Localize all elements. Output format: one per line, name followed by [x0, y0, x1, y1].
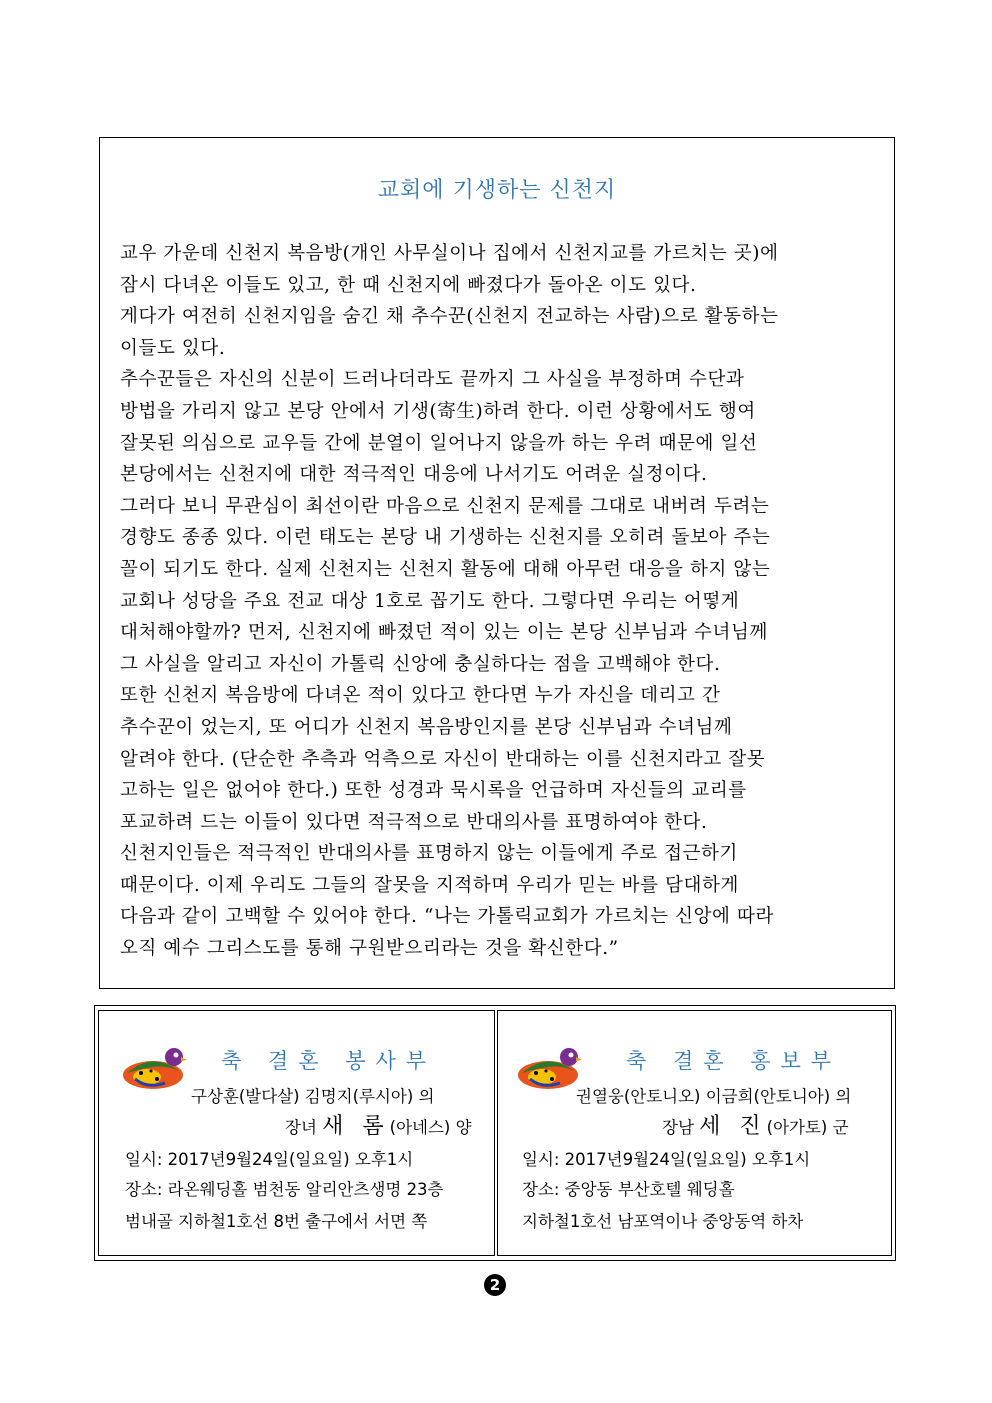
article-line: 또한 신천지 복음방에 다녀온 적이 있다고 한다면 누가 자신을 데리고 간	[120, 685, 721, 707]
article-box	[99, 137, 895, 989]
child-suffix: (아네스) 양	[389, 1118, 472, 1137]
article-line: 교우 가운데 신천지 복음방(개인 사무실이나 집에서 신천지교를 가르치는 곳)에	[120, 243, 779, 264]
article-line: 때문이다. 이제 우리도 그들의 잘못을 지적하며 우리가 믿는 바를 담대하게	[120, 874, 739, 896]
parents-names: 권열웅(안토니오) 이금희(안토니아) 의	[576, 1087, 852, 1106]
article-line: 오직 예수 그리스도를 통해 구원받으리라는 것을 확신한다.”	[120, 938, 619, 960]
article-line: 잘못된 의심으로 교우들 간에 분열이 일어나지 않을까 하는 우려 때문에 일선	[120, 432, 758, 454]
wedding-announcements	[94, 1005, 896, 1261]
wedding-directions: 범내골 지하철1호선 8번 출구에서 서면 쪽	[125, 1212, 428, 1231]
parents-names: 구상훈(발다살) 김명지(루시아) 의	[191, 1087, 435, 1106]
wedding-place: 장소: 중앙동 부산호텔 웨딩홀	[522, 1180, 735, 1199]
child-name: 세 진	[699, 1114, 767, 1139]
article-line: 포교하려 드는 이들이 있다면 적극적으로 반대의사를 표명하여야 한다.	[120, 811, 708, 833]
mandarin-duck-icon	[512, 1043, 582, 1091]
article-line: 추수꾼들은 자신의 신분이 드러나더라도 끝까지 그 사실을 부정하며 수단과	[120, 369, 745, 391]
wedding-directions: 지하철1호선 남포역이나 중앙동역 하차	[522, 1212, 804, 1231]
article-line: 그 사실을 알리고 자신이 가톨릭 신앙에 충실하다는 점을 고백해야 한다.	[120, 653, 721, 675]
child-suffix: (아가토) 군	[766, 1118, 849, 1137]
article-line: 이들도 있다.	[120, 337, 226, 359]
article-line: 꼴이 되기도 한다. 실제 신천지는 신천지 활동에 대해 아무런 대응을 하지 않는	[120, 558, 771, 580]
article-line: 잠시 다녀온 이들도 있고, 한 때 신천지에 빠졌다가 돌아온 이도 있다.	[120, 274, 697, 296]
page-number: 2	[484, 1274, 506, 1296]
article-line: 알려야 한다. (단순한 추측과 억측으로 자신이 반대하는 이를 신천지라고 잘못	[120, 748, 766, 770]
mandarin-duck-icon	[117, 1043, 187, 1091]
wedding-date: 일시: 2017년9월24일(일요일) 오후1시	[125, 1150, 414, 1169]
article-line: 경향도 종종 있다. 이런 태도는 본당 내 기생하는 신천지를 오히려 돌보아 주는	[120, 527, 771, 549]
wedding-date: 일시: 2017년9월24일(일요일) 오후1시	[522, 1150, 811, 1169]
wedding-heading: 축 결혼 봉사부	[221, 1049, 437, 1073]
article-line: 추수꾼이 었는지, 또 어디가 신천지 복음방인지를 본당 신부님과 수녀님께	[120, 716, 733, 738]
child-relation: 장녀	[285, 1118, 317, 1137]
article-title: 교회에 기생하는 신천지	[377, 178, 617, 203]
child-name: 새 롬	[322, 1114, 390, 1139]
article-line: 신천지인들은 적극적인 반대의사를 표명하지 않는 이들에게 주로 접근하기	[120, 843, 738, 865]
article-line: 교회나 성당을 주요 전교 대상 1호로 꼽기도 한다. 그렇다면 우리는 어떻게	[120, 590, 740, 612]
article-body	[120, 238, 880, 965]
child-line	[285, 1109, 472, 1140]
child-relation: 장남	[662, 1118, 694, 1137]
wedding-heading: 축 결혼 홍보부	[626, 1049, 842, 1073]
article-line: 방법을 가리지 않고 본당 안에서 기생(寄生)하려 한다. 이런 상황에서도 행여	[120, 400, 756, 422]
article-line: 본당에서는 신천지에 대한 적극적인 대응에 나서기도 어려운 실정이다.	[120, 464, 708, 486]
wedding-card-volunteer	[98, 1010, 495, 1256]
child-line	[662, 1109, 849, 1140]
article-line: 대처해야할까? 먼저, 신천지에 빠졌던 적이 있는 이는 본당 신부님과 수녀님께	[120, 622, 768, 644]
article-line: 다음과 같이 고백할 수 있어야 한다. “나는 가톨릭교회가 가르치는 신앙에 따라	[120, 906, 774, 928]
wedding-card-publicity	[497, 1010, 892, 1256]
article-line: 고하는 일은 없어야 한다.) 또한 성경과 묵시록을 언급하며 자신들의 교리를	[120, 780, 747, 802]
wedding-place: 장소: 라온웨딩홀 범천동 알리안츠생명 23층	[125, 1180, 444, 1199]
article-line: 게다가 여전히 신천지임을 숨긴 채 추수꾼(신천지 전교하는 사람)으로 활동하는	[120, 306, 779, 328]
article-line: 그러다 보니 무관심이 최선이란 마음으로 신천지 문제를 그대로 내버려 두려는	[120, 495, 770, 517]
